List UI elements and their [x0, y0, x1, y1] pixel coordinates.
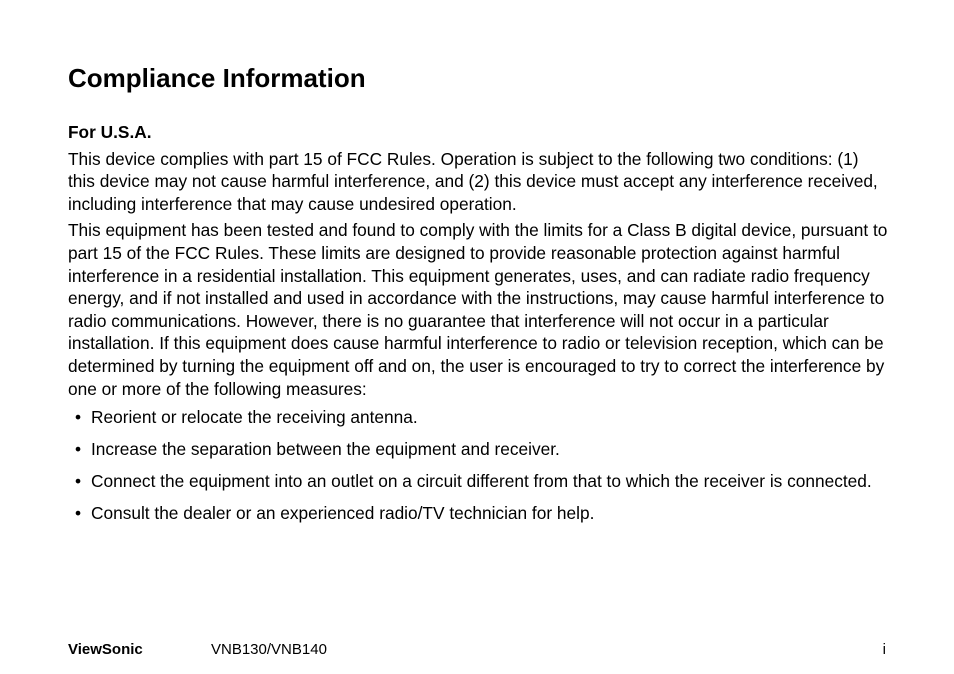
list-item — [68, 470, 888, 493]
footer-model: VNB130/VNB140 — [211, 641, 327, 658]
measures-list — [68, 406, 888, 525]
bullet-icon: • — [75, 439, 82, 460]
list-item — [68, 438, 888, 461]
paragraph-fcc-part15: This device complies with part 15 of FCC Rules. Operation is subject to the following two conditions: (1) this device may not cause harmful interference, and (2) this device must accept any interference received, including interference that may cause undesired operation. — [68, 148, 878, 214]
list-item-text: Connect the equipment into an outlet on a circuit different from that to which the receiver is connected. — [91, 471, 872, 492]
page-number: i — [882, 641, 886, 658]
list-item — [68, 406, 888, 429]
compliance-section — [68, 121, 888, 535]
list-item-text: Reorient or relocate the receiving antenna. — [91, 407, 418, 428]
bullet-icon: • — [75, 503, 82, 524]
list-item-text: Increase the separation between the equipment and receiver. — [91, 439, 560, 460]
page-title: Compliance Information — [68, 63, 366, 93]
list-item — [68, 502, 888, 525]
paragraph-class-b-limits: This equipment has been tested and found to comply with the limits for a Class B digital device, pursuant to part 15 of the FCC Rules. These limits are designed to provide reasonable protection against harmful interference in a residential installation. This equipment generates, uses, and can radiate radio frequency energy, and if not installed and used in accordance with the instructions, may cause harmful interference to radio communications. However, there is no guarantee that interference will not occur in a particular installation. If this equipment does cause harmful interference to radio or television reception, which can be determined by turning the equipment off and on, the user is encouraged to try to correct the interference by one or more of the following measures: — [68, 220, 888, 399]
page-footer — [68, 640, 888, 660]
list-item-text: Consult the dealer or an experienced radio/TV technician for help. — [91, 503, 595, 524]
bullet-icon: • — [75, 471, 82, 492]
bullet-icon: • — [75, 407, 82, 428]
section-heading: For U.S.A. — [68, 122, 152, 142]
footer-brand: ViewSonic — [68, 641, 143, 658]
